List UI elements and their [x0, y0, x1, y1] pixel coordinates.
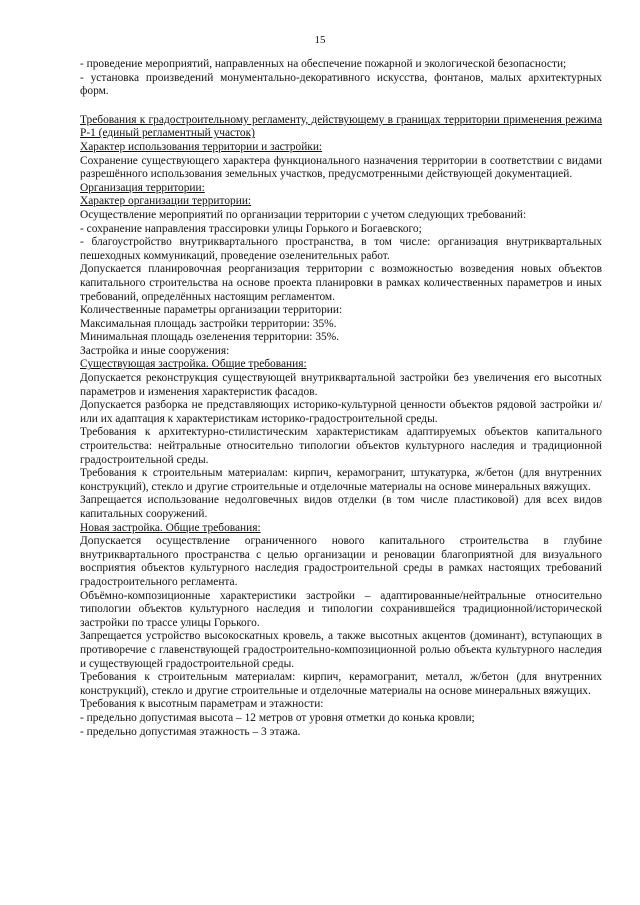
- section-heading: Требования к градостроительному регламенту, действующему в границах территории применения режима Р-1 (единый регламентный участок): [80, 113, 602, 140]
- paragraph: Допускается разборка не представляющих историко-культурной ценности объектов рядовой застройки и/или их адаптация к характеристикам историко-градостроительной среды.: [80, 399, 602, 425]
- paragraph: - предельно допустимая высота – 12 метров от уровня отметки до конька кровли;: [80, 711, 475, 724]
- paragraph: Требования к строительным материалам: кирпич, керамогранит, металл, ж/бетон (для внутренних конструкций), стекло и другие строительные и отделочные материалы на основе минеральных вяжущих.: [80, 671, 602, 697]
- paragraph: Требования к строительным материалам: кирпич, керамогранит, штукатурка, ж/бетон (для внутренних конструкций), стекло и другие строительные и отделочные материалы на основе минеральных вяжущих.: [80, 467, 602, 493]
- paragraph: Сохранение существующего характера функционального назначения территории в соответствии с видами разрешённого использования земельных участков, предусмотренными действующей документацией.: [80, 154, 602, 181]
- paragraph: Количественные параметры организации территории:: [80, 304, 343, 317]
- paragraph: Требования к высотным параметрам и этажности:: [80, 698, 324, 711]
- document-body: [80, 58, 602, 739]
- section-heading: Характер использования территории и застройки:: [80, 140, 323, 153]
- page-number: 15: [314, 34, 326, 46]
- paragraph: Застройка и иные сооружения:: [80, 344, 230, 357]
- paragraph: Допускается планировочная реорганизация территории с возможностью возведения новых объектов капитального строительства на основе проекта планировки в рамках количественных параметров и иных требований, определённых настоящим регламентом.: [80, 263, 602, 303]
- paragraph: Требования к архитектурно-стилистическим характеристикам адаптируемых объектов капитального строительства: нейтральные относительно типологии объектов культурного наследия и традиционной градостроительной среды.: [80, 426, 602, 466]
- paragraph: Допускается реконструкция существующей внутриквартальной застройки без увеличения его высотных параметров и изменения характеристик фасадов.: [80, 372, 602, 398]
- section-heading: Организация территории:: [80, 181, 205, 194]
- paragraph: Объёмно-композиционные характеристики застройки – адаптированные/нейтральные относительно типологии объектов культурного наследия и типологии сохранившейся традиционной/исторической застройки по трассе улицы Горького.: [80, 589, 602, 629]
- paragraph: - предельно допустимая этажность – 3 этажа.: [80, 725, 301, 738]
- section-heading: Новая застройка. Общие требования:: [80, 521, 261, 534]
- paragraph: Запрещается использование недолговечных видов отделки (в том числе пластиковой) для всех видов капитальных сооружений.: [80, 494, 602, 520]
- paragraph: - благоустройство внутриквартального пространства, в том числе: организация внутриквартальных пешеходных коммуникаций, проведение озеленительных работ.: [80, 236, 602, 262]
- paragraph: - проведение мероприятий, направленных на обеспечение пожарной и экологической безопасности;: [80, 58, 567, 70]
- section-heading: Существующая застройка. Общие требования:: [80, 358, 307, 371]
- paragraph: Допускается осуществление ограниченного нового капитального строительства в глубине внутриквартального пространства с целью организации и реновации благоприятной для визуального восприятия объектов культурного наследия градостроительной среды в рамках настоящих требований градостроительного регламента.: [80, 535, 602, 588]
- paragraph-spacer: [80, 99, 602, 114]
- paragraph: Осуществление мероприятий по организации территории с учетом следующих требований:: [80, 208, 527, 221]
- section-heading: Характер организации территории:: [80, 195, 252, 208]
- paragraph: - установка произведений монументально-декоративного искусства, фонтанов, малых архитектурных форм.: [80, 71, 602, 98]
- paragraph: Запрещается устройство высокоскатных кровель, а также высотных акцентов (доминант), вступающих в противоречие с главенствующей градостроительно-композиционной ролью объекта культурного наследия и существующей градостроительной среды.: [80, 630, 602, 670]
- paragraph: - сохранение направления трассировки улицы Горького и Богаевского;: [80, 222, 422, 235]
- paragraph: Минимальная площадь озеленения территории: 35%.: [80, 331, 340, 344]
- paragraph: Максимальная площадь застройки территории: 35%.: [80, 317, 337, 330]
